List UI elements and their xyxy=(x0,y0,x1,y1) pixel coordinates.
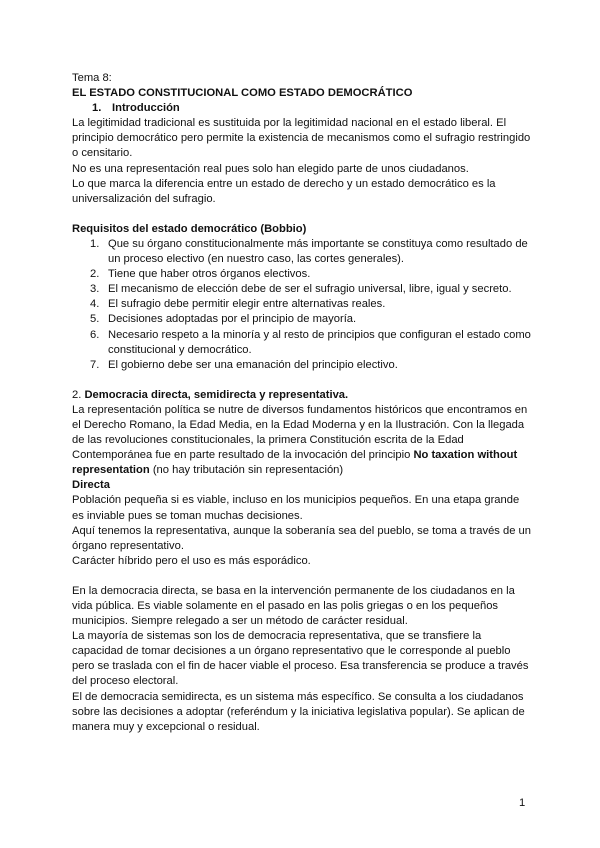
list-item xyxy=(72,358,534,373)
list-item xyxy=(72,297,534,312)
list-item-number: 3. xyxy=(90,283,100,296)
directa-paragraph: Población pequeña si es viable, incluso en los municipios pequeños. En una etapa grande es inviable pues se toman muchas decisiones. xyxy=(72,494,520,522)
page-number: 1 xyxy=(519,797,526,809)
intro-paragraph: La legitimidad tradicional es sustituida por la legitimidad nacional en el estado liberal. El principio democrático pero permite la existencia de mecanismos como el sufragio restringido o censitario. xyxy=(72,117,531,160)
document-title: EL ESTADO CONSTITUCIONAL COMO ESTADO DEMOCRÁTICO xyxy=(72,87,413,100)
list-item xyxy=(72,267,534,282)
closing-paragraph: El de democracia semidirecta, es un sistema más específico. Se consulta a los ciudadanos sobre las decisiones a adoptar (referéndum y la iniciativa legislativa popular). Se aplican de manera muy y excepcional o residual. xyxy=(72,690,525,733)
list-item-text: El sufragio debe permitir elegir entre alternativas reales. xyxy=(108,298,386,311)
section-1-number: 1. xyxy=(92,102,102,115)
closing-paragraph: La mayoría de sistemas son los de democracia representativa, que se transfiere la capacidad de tomar decisiones a un órgano representativo que le corresponde al pueblo pero se traslada con el fin de hacer viable el proceso. Esa transferencia se produce a través del proceso electoral. xyxy=(72,630,529,688)
section-1-title: Introducción xyxy=(112,102,180,115)
list-item-number: 2. xyxy=(90,268,100,281)
list-item-number: 5. xyxy=(90,313,100,326)
directa-paragraph: Aquí tenemos la representativa, aunque la soberanía sea del pueblo, se toma a través de un órgano representativo. xyxy=(72,524,531,552)
list-item-text: El gobierno debe ser una emanación del principio electivo. xyxy=(108,358,398,371)
list-item xyxy=(72,237,534,267)
list-item-number: 1. xyxy=(90,237,100,250)
list-item xyxy=(72,312,534,327)
directa-paragraph: Carácter híbrido pero el uso es más esporádico. xyxy=(72,554,311,567)
list-item-text: Tiene que haber otros órganos electivos. xyxy=(108,268,311,281)
section-2-heading xyxy=(72,388,534,403)
list-item-text: Necesario respeto a la minoría y al resto de principios que configuran el estado como constitucional y democrático. xyxy=(108,328,531,356)
document-page xyxy=(72,71,534,735)
closing-paragraph: En la democracia directa, se basa en la intervención permanente de los ciudadanos en la vida pública. Es viable solamente en el pasado en las polis griegas o en los pequeños municipios. Siempre relegado a ser un método de carácter residual. xyxy=(72,584,515,628)
list-item xyxy=(72,328,534,358)
topic-label: Tema 8: xyxy=(72,72,112,84)
principle-emphasis: No taxation without representation xyxy=(72,449,518,477)
list-item-text: Decisiones adoptadas por el principio de mayoría. xyxy=(108,313,357,326)
requirements-list xyxy=(72,237,534,373)
paragraph-text: La representación política se nutre de diversos fundamentos históricos que encontramos en el Derecho Romano, la Edad Media, en la Edad Moderna y en la Ilustración. Con la llegada de las revoluciones constitucionales, la primera Constitución escrita de la Edad Contemporánea fue en parte resultado de la invocación del principio xyxy=(72,403,528,462)
list-item-text: Que su órgano constitucionalmente más importante se constituya como resultado de un proceso electivo (en nuestro caso, las cortes generales). xyxy=(108,237,528,266)
intro-paragraph: No es una representación real pues solo han elegido parte de unos ciudadanos. xyxy=(72,162,469,175)
requirements-heading: Requisitos del estado democrático (Bobbio) xyxy=(72,222,307,235)
section-2-number: 2. xyxy=(72,388,82,401)
section-2-paragraph xyxy=(72,403,534,478)
list-item-number: 7. xyxy=(90,358,100,371)
directa-heading: Directa xyxy=(72,479,110,492)
section-1-heading xyxy=(72,101,534,116)
paragraph-text: (no hay tributación sin representación) xyxy=(149,464,344,477)
list-item-number: 6. xyxy=(90,328,100,341)
list-item-number: 4. xyxy=(90,298,100,311)
section-2-title: Democracia directa, semidirecta y representativa. xyxy=(84,388,349,401)
list-item xyxy=(72,282,534,297)
intro-paragraph: Lo que marca la diferencia entre un estado de derecho y un estado democrático es la universalización del sufragio. xyxy=(72,177,496,205)
list-item-text: El mecanismo de elección debe de ser el sufragio universal, libre, igual y secreto. xyxy=(108,283,512,296)
